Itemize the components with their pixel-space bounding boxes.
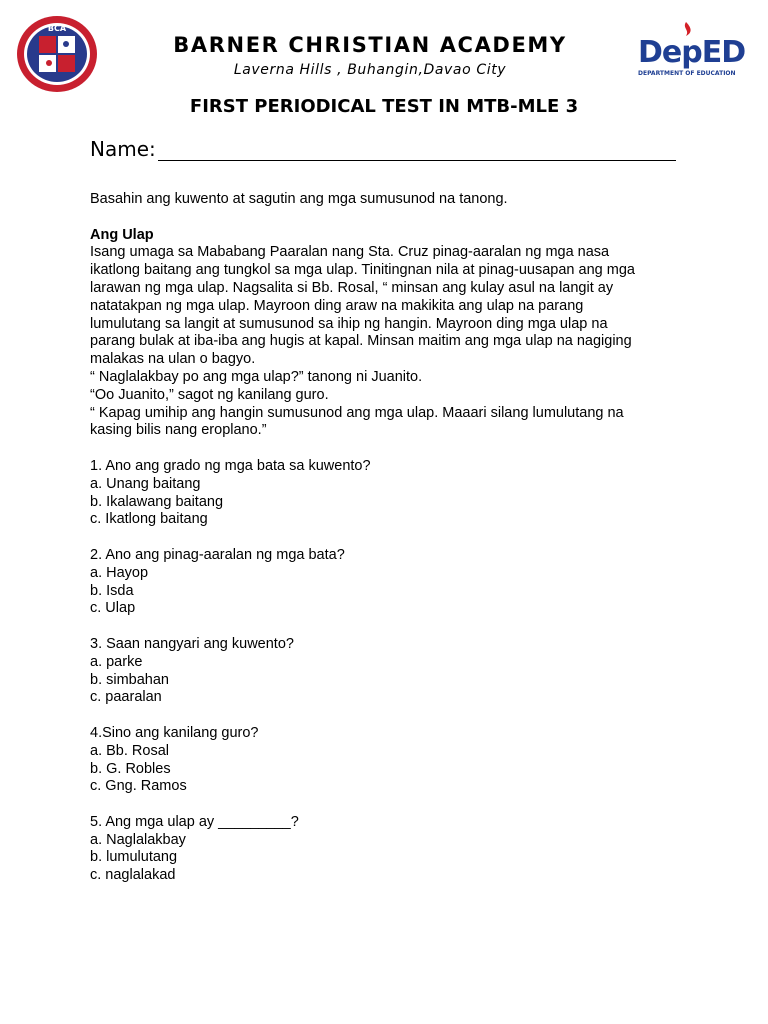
- choice: c. paaralan: [90, 689, 162, 706]
- choice: a. Hayop: [90, 564, 149, 581]
- story-line: natatakpan ng mga ulap. Mayroon ding araw na makikita ang ulap na parang: [90, 297, 584, 314]
- question-4: [90, 725, 690, 796]
- school-name: BARNER CHRISTIAN ACADEMY: [173, 33, 567, 57]
- choice: b. G. Robles: [90, 760, 171, 777]
- question-3: [90, 636, 690, 707]
- choice: c. Ulap: [90, 600, 136, 617]
- story-line: parang bulak at iba-iba ang hugis at kapal. Minsan maitim ang mga ulap na nagiging: [90, 333, 632, 350]
- choice: b. simbahan: [90, 671, 169, 688]
- story-line: kasing bilis nang eroplano.”: [90, 422, 267, 439]
- question-1: [90, 458, 690, 529]
- school-address: Laverna Hills , Buhangin,Davao City: [233, 62, 507, 78]
- choice: b. Isda: [90, 582, 134, 599]
- choice: a. Unang baitang: [90, 475, 201, 492]
- deped-logo-text: DepED: [638, 35, 746, 70]
- question-text: 1. Ano ang grado ng mga bata sa kuwento?: [90, 457, 371, 474]
- story-line: “Oo Juanito,” sagot ng kanilang guro.: [90, 386, 329, 403]
- story-body: [90, 244, 690, 440]
- story-line: malakas na ulan o bagyo.: [90, 351, 256, 368]
- question-text: 2. Ano ang pinag-aaralan ng mga bata?: [90, 546, 345, 563]
- question-text: 3. Saan nangyari ang kuwento?: [90, 635, 294, 652]
- story-line: “ Naglalakbay po ang mga ulap?” tanong ni Juanito.: [90, 368, 423, 385]
- choice: a. parke: [90, 653, 143, 670]
- choice: c. naglalakad: [90, 867, 176, 884]
- choice: a. Naglalakbay: [90, 831, 186, 848]
- name-blank-line: [158, 140, 676, 161]
- choice: a. Bb. Rosal: [90, 742, 169, 759]
- choice: b. Ikalawang baitang: [90, 493, 224, 510]
- bca-seal-text: BCA: [47, 24, 67, 33]
- story-title: Ang Ulap: [90, 226, 154, 243]
- name-field-row: [90, 137, 676, 161]
- question-2: [90, 547, 690, 618]
- bca-seal-logo: [15, 14, 99, 94]
- deped-logo: [636, 18, 748, 82]
- test-content: [90, 191, 690, 885]
- story-line: “ Kapag umihip ang hangin sumusunod ang mga ulap. Maaari silang lumulutang na: [90, 404, 624, 421]
- story-line: ikatlong baitang ang tungkol sa mga ulap. Tinitingnan nila at pinag-uusapan ang mga: [90, 262, 635, 279]
- choice: c. Ikatlong baitang: [90, 511, 208, 528]
- question-text: 5. Ang mga ulap ay _________?: [90, 813, 299, 830]
- deped-logo-subtext: DEPARTMENT OF EDUCATION: [638, 70, 736, 77]
- story-line: larawan ng mga ulap. Nagsalita si Bb. Rosal, “ minsan ang kulay asul na langit ay: [90, 279, 614, 296]
- instructions: Basahin ang kuwento at sagutin ang mga sumusunod na tanong.: [90, 191, 508, 207]
- name-label: Name:: [90, 137, 156, 161]
- question-text: 4.Sino ang kanilang guro?: [90, 724, 259, 741]
- story-line: Isang umaga sa Mababang Paaralan nang Sta. Cruz pinag-aaralan ng mga nasa: [90, 244, 610, 261]
- test-title: FIRST PERIODICAL TEST IN MTB-MLE 3: [189, 96, 579, 117]
- story-line: lumulutang sa langit at sumusunod sa ihip ng hangin. Mayroon ding mga ulap na: [90, 315, 608, 332]
- choice: c. Gng. Ramos: [90, 778, 187, 795]
- document-header: [0, 0, 768, 100]
- choice: b. lumulutang: [90, 849, 178, 866]
- question-5: [90, 814, 690, 885]
